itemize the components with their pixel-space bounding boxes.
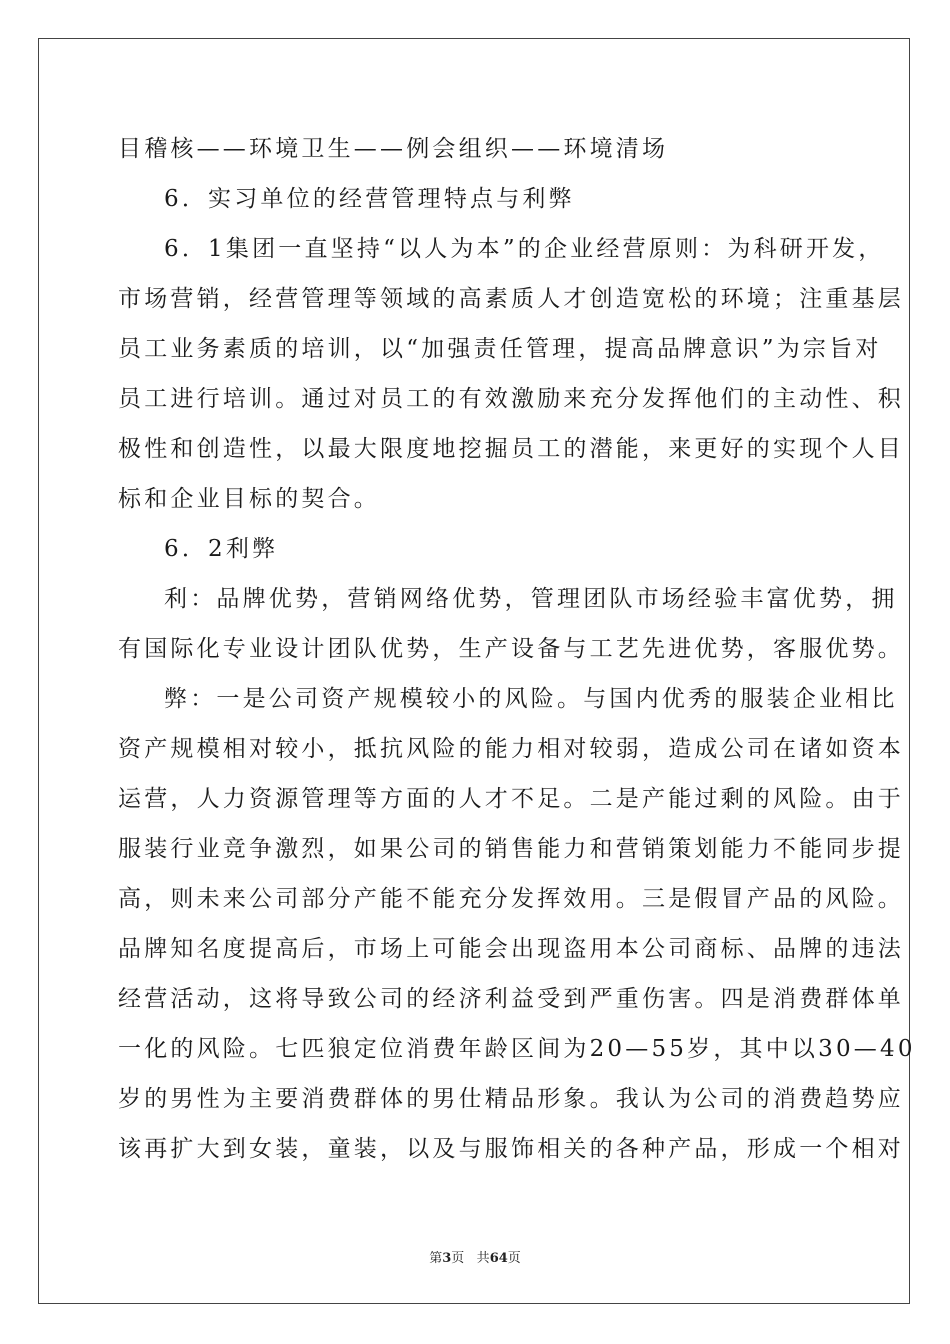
text-line: 员工进行培训。通过对员工的有效激励来充分发挥他们的主动性、积 <box>118 386 904 412</box>
text-line: 运营，人力资源管理等方面的人才不足。二是产能过剩的风险。由于 <box>118 786 904 812</box>
page-border <box>38 38 916 1304</box>
text-line: 服装行业竞争激烈，如果公司的销售能力和营销策划能力不能同步提 <box>118 836 904 862</box>
page-prefix: 第 <box>429 1251 443 1266</box>
text-line: 市场营销，经营管理等领域的高素质人才创造宽松的环境；注重基层 <box>118 286 904 312</box>
text-line: 标和企业目标的契合。 <box>118 486 380 512</box>
text-line: 弊：一是公司资产规模较小的风险。与国内优秀的服装企业相比 <box>164 686 898 712</box>
total-prefix: 共 <box>476 1251 490 1266</box>
text-line: 品牌知名度提高后，市场上可能会出现盗用本公司商标、品牌的违法 <box>118 936 904 962</box>
section-heading: 6．2利弊 <box>164 536 279 562</box>
text-line: 利：品牌优势，营销网络优势，管理团队市场经验丰富优势，拥 <box>164 586 898 612</box>
text-line: 6．1集团一直坚持“以人为本”的企业经营原则：为科研开发， <box>164 236 885 262</box>
total-suffix: 页 <box>507 1251 521 1266</box>
text-line: 该再扩大到女装，童装，以及与服饰相关的各种产品，形成一个相对 <box>118 1136 904 1162</box>
page-footer <box>0 1247 950 1266</box>
text-line: 岁的男性为主要消费群体的男仕精品形象。我认为公司的消费趋势应 <box>118 1086 904 1112</box>
page-number: 3 <box>442 1251 452 1266</box>
text-line: 资产规模相对较小，抵抗风险的能力相对较弱，造成公司在诸如资本 <box>118 736 904 762</box>
text-line: 员工业务素质的培训，以“加强责任管理，提高品牌意识”为宗旨对 <box>118 336 882 362</box>
text-line: 一化的风险。七匹狼定位消费年龄区间为20—55岁，其中以30—40 <box>118 1036 916 1062</box>
text-line: 经营活动，这将导致公司的经济利益受到严重伤害。四是消费群体单 <box>118 986 904 1012</box>
text-line: 目稽核——环境卫生——例会组织——环境清场 <box>118 136 669 162</box>
text-line: 有国际化专业设计团队优势，生产设备与工艺先进优势，客服优势。 <box>118 636 904 662</box>
total-pages: 64 <box>489 1251 508 1266</box>
section-heading: 6．实习单位的经营管理特点与利弊 <box>164 186 575 212</box>
text-line: 高，则未来公司部分产能不能充分发挥效用。三是假冒产品的风险。 <box>118 886 904 912</box>
text-line: 极性和创造性，以最大限度地挖掘员工的潜能，来更好的实现个人目 <box>118 436 904 462</box>
page-suffix: 页 <box>451 1251 465 1266</box>
